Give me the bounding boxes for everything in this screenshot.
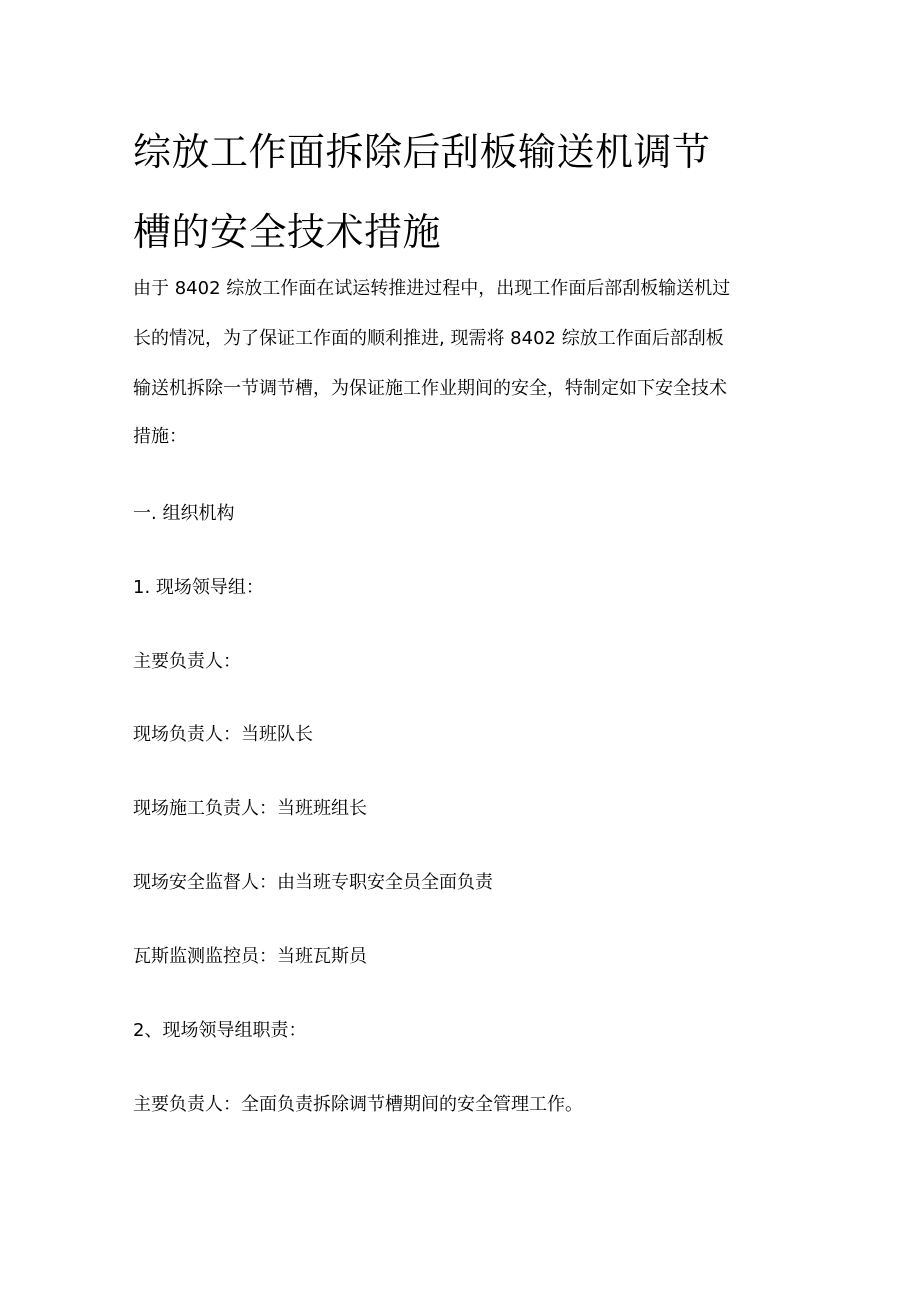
gas-monitoring-person: 瓦斯监测监控员：当班瓦斯员 (133, 946, 367, 967)
intro-paragraph-line-3: 输送机拆除一节调节槽，为保证施工作业期间的安全，特制定如下安全技术 (133, 378, 727, 399)
document-title-line-1: 综放工作面拆除后刮板输送机调节 (133, 130, 711, 174)
site-safety-supervisor: 现场安全监督人：由当班专职安全员全面负责 (133, 872, 493, 893)
section-heading-organization: 一. 组织机构 (133, 503, 235, 524)
document-title-line-2: 槽的安全技术措施 (133, 210, 442, 254)
subsection-heading-leader-group: 1. 现场领导组： (133, 577, 264, 598)
intro-paragraph-line-1: 由于 8402 综放工作面在试运转推进过程中，出现工作面后部刮板输送机过 (133, 278, 731, 299)
intro-paragraph-line-4: 措施： (133, 426, 187, 447)
intro-paragraph-line-2: 长的情况，为了保证工作面的顺利推进, 现需将 8402 综放工作面后部刮板 (133, 328, 724, 349)
subsection-heading-duties: 2、现场领导组职责： (133, 1020, 307, 1041)
site-construction-responsible-person: 现场施工负责人：当班班组长 (133, 798, 367, 819)
main-responsible-person: 主要负责人： (133, 651, 241, 672)
main-person-duty: 主要负责人：全面负责拆除调节槽期间的安全管理工作。 (133, 1094, 583, 1115)
site-responsible-person: 现场负责人：当班队长 (133, 724, 313, 745)
